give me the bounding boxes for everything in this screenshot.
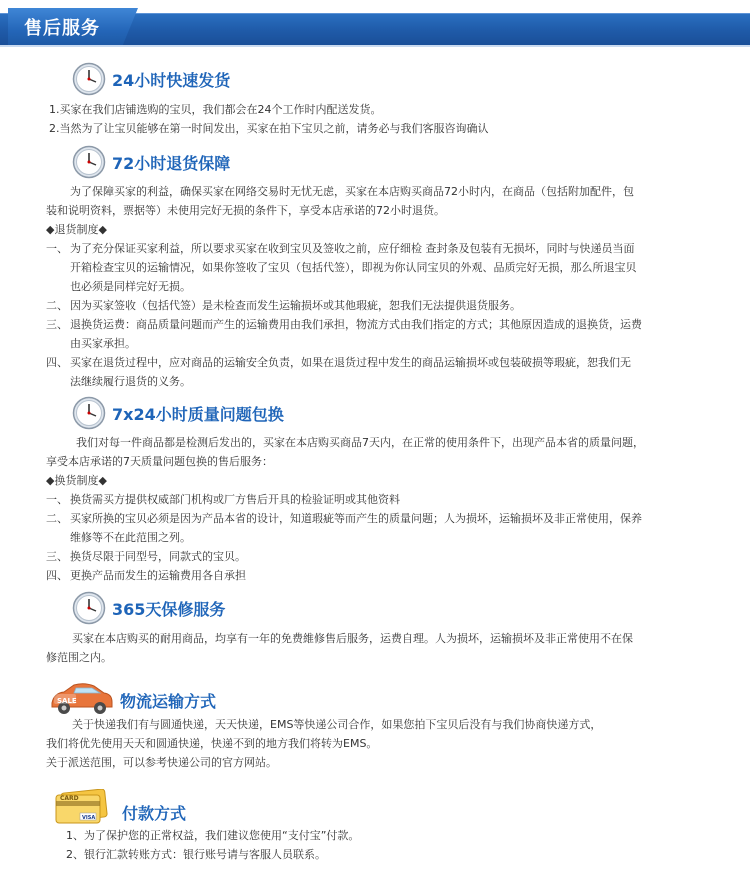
delivery-line-1: 1.买家在我们店铺选购的宝贝，我们都会在24个工作时内配送发货。 <box>49 103 382 116</box>
returns-policy-title: ◆退货制度◆ <box>46 223 107 236</box>
section-title: 72小时退货保障 <box>112 154 231 173</box>
returns-item-line: 买家在退货过程中，应对商品的运输安全负责，如果在退货过程中发生的商品运输损坏或包装破损等瑕疵，恕我们无 <box>70 356 631 369</box>
section-header-bar <box>0 13 750 45</box>
returns-item-line: 也必须是同样完好无损。 <box>70 280 191 293</box>
returns-item-num: 三、 <box>46 318 68 331</box>
returns-item-line: 退换货运费：商品质量问题而产生的运输费用由我们承担，物流方式由我们指定的方式；其他原因造成的退换货，运费 <box>70 318 642 331</box>
quality-intro: 我们对每一件商品都是检测后发出的，买家在本店购买商品7天内，在正常的使用条件下，出现产品本省的质量问题， <box>76 436 644 449</box>
logistics-line-1: 关于快递我们有与圆通快递，天天快递，EMS等快递公司合作，如果您拍下宝贝后没有与我们协商快递方式， <box>72 718 602 731</box>
quality-item-line: 换货尽限于同型号，同款式的宝贝。 <box>70 550 246 563</box>
returns-item-num: 一、 <box>46 242 68 255</box>
clock-icon <box>72 396 106 430</box>
quality-policy-title: ◆换货制度◆ <box>46 474 107 487</box>
quality-item-num: 三、 <box>46 550 68 563</box>
returns-item-line: 由买家承担。 <box>70 337 136 350</box>
quality-intro-2: 享受本店承诺的7天质量问题包换的售后服务： <box>46 455 273 468</box>
section-title: 24小时快速发货 <box>112 71 231 90</box>
returns-item-line: 为了充分保证买家利益，所以要求买家在收到宝贝及签收之前，应仔细检 查封条及包装有无损坏，同时与快递员当面 <box>70 242 635 255</box>
page-title: 售后服务 <box>24 18 100 39</box>
clock-icon <box>72 62 106 96</box>
sale-label: SALE <box>57 697 77 705</box>
returns-item-line: 法继续履行退货的义务。 <box>70 375 191 388</box>
quality-item-num: 四、 <box>46 569 68 582</box>
payment-line-2: 2、银行汇款转账方式：银行账号请与客服人员联系。 <box>66 848 326 861</box>
header-underline <box>0 45 750 47</box>
quality-item-line: 买家所换的宝贝必须是因为产品本省的设计，知道瑕疵等而产生的质量问题；人为损坏，运输损坏及非正常使用，保养 <box>70 512 642 525</box>
section-title: 物流运输方式 <box>120 692 217 711</box>
quality-item-num: 二、 <box>46 512 68 525</box>
card-label: CARD <box>60 795 79 802</box>
warranty-line-2: 修范围之内。 <box>46 651 112 664</box>
clock-icon <box>72 145 106 179</box>
logistics-line-2: 我们将优先使用天天和圆通快递，快递不到的地方我们将转为EMS。 <box>46 737 378 750</box>
returns-item-num: 二、 <box>46 299 68 312</box>
quality-item-line: 换货需买方提供权威部门机构或厂方售后开具的检验证明或其他资料 <box>70 493 400 506</box>
visa-label: VISA <box>82 815 96 821</box>
section-title: 付款方式 <box>122 804 187 823</box>
credit-card-icon <box>52 789 110 825</box>
warranty-line-1: 买家在本店购买的耐用商品，均享有一年的免费維修售后服务，运费自理。人为损坏，运输损坏及非正常使用不在保 <box>72 632 633 645</box>
returns-item-line: 因为买家签收（包括代签）是未检查而发生运输损坏或其他瑕疵，恕我们无法提供退货服务。 <box>70 299 521 312</box>
returns-item-num: 四、 <box>46 356 68 369</box>
delivery-line-2: 2.当然为了让宝贝能够在第一时间发出，买家在拍下宝贝之前，请务必与我们客服咨询确认 <box>49 122 489 135</box>
payment-line-1: 1、为了保护您的正常权益，我们建议您使用“支付宝”付款。 <box>66 829 360 842</box>
quality-item-line: 维修等不在此范围之列。 <box>70 531 191 544</box>
sale-car-icon <box>48 681 116 717</box>
returns-intro-2: 装和说明资料，票据等）未使用完好无损的条件下，享受本店承诺的72小时退货。 <box>46 204 445 217</box>
clock-icon <box>72 591 106 625</box>
returns-intro: 为了保障买家的利益，确保买家在网络交易时无忧无虑，买家在本店购买商品72小时内，在商品（包括附加配件，包 <box>70 185 634 198</box>
returns-item-line: 开箱检查宝贝的运输情况，如果你签收了宝贝（包括代签），即视为你认同宝贝的外观、品质完好无损，那么所退宝贝 <box>70 261 637 274</box>
logistics-line-3: 关于派送范围，可以参考快递公司的官方网站。 <box>46 756 277 769</box>
quality-item-line: 更换产品而发生的运输费用各自承担 <box>70 569 246 582</box>
section-title: 365天保修服务 <box>112 600 226 619</box>
quality-item-num: 一、 <box>46 493 68 506</box>
section-title: 7x24小时质量问题包换 <box>112 405 284 424</box>
